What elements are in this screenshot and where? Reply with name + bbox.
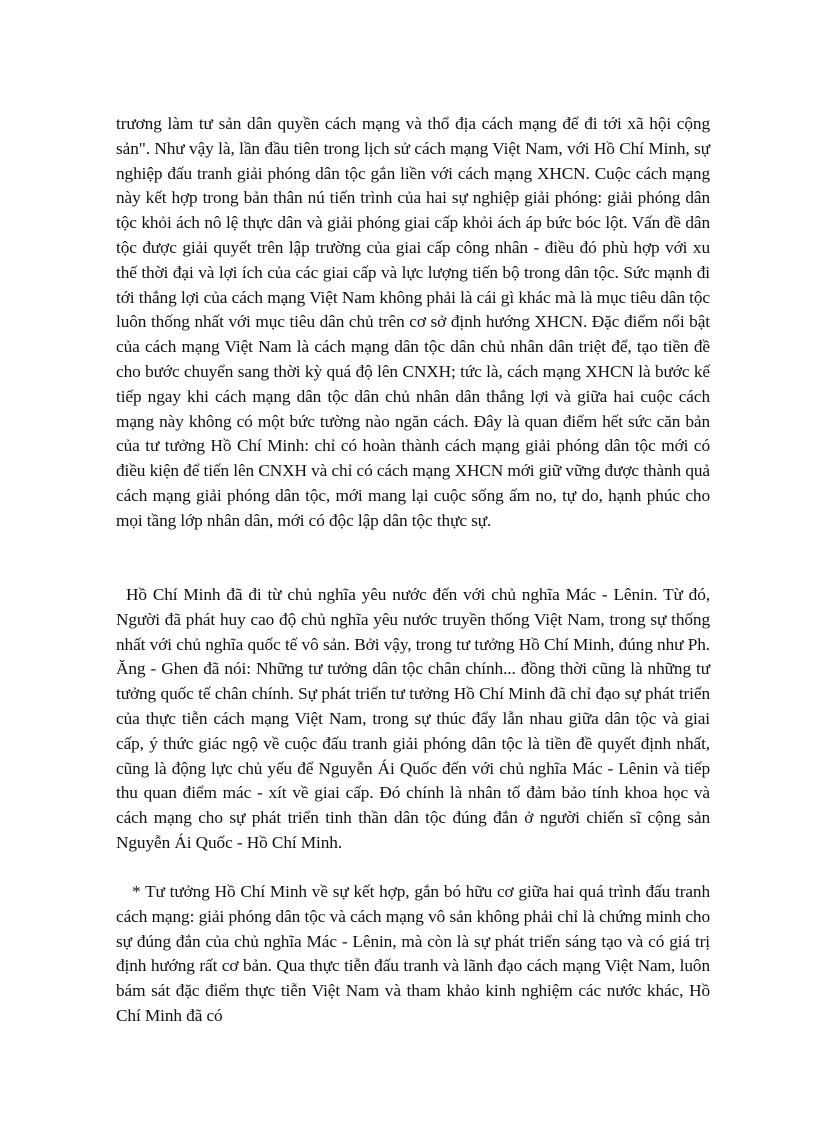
paragraph-3: * Tư tưởng Hồ Chí Minh về sự kết hợp, gắn bó hữu cơ giữa hai quá trình đấu tranh cách mạng: giải phóng dân tộc và cách mạng vô sản không phải chỉ là chứng minh cho sự đúng đắn của chủ nghĩa Mác - Lênin, mà còn là sự phát triển sáng tạo và có giá trị định hướng rất cơ bản. Qua thực tiễn đấu tranh và lãnh đạo cách mạng Việt Nam, luôn bám sát đặc điểm thực tiễn Việt Nam và tham khảo kinh nghiệm các nước khác, Hồ Chí Minh đã có [116,882,710,1025]
paragraph-1: trương làm tư sản dân quyền cách mạng và thổ địa cách mạng để đi tới xã hội cộng sản". Như vậy là, lần đầu tiên trong lịch sử cách mạng Việt Nam, với Hồ Chí Minh, sự nghiệp đấu tranh giải phóng dân tộc gắn liền với cách mạng XHCN. Cuộc cách mạng này kết hợp trong bản thân nú tiến trình của hai sự nghiệp giải phóng: giải phóng dân tộc khỏi ách nô lệ thực dân và giải phóng giai cấp khỏi ách áp bức bóc lột. Vấn đề dân tộc được giải quyết trên lập trường của giai cấp công nhân - điều đó phù hợp với xu thế thời đại và lợi ích của các giai cấp và lực lượng tiến bộ trong dân tộc. Sức mạnh đi tới thắng lợi của cách mạng Việt Nam không phải là cái gì khác mà là mục tiêu dân tộc luôn thống nhất với mục tiêu dân chủ trên cơ sở định hướng XHCN. Đặc điểm nổi bật của cách mạng Việt Nam là cách mạng dân tộc dân chủ nhân dân triệt để, tạo tiền đề cho bước chuyển sang thời kỳ quá độ lên CNXH; tức là, cách mạng XHCN là bước kế tiếp ngay khi cách mạng dân tộc dân chủ nhân dân thắng lợi và giữa hai cuộc cách mạng này không có một bức tường nào ngăn cách. Đây là quan điểm hết sức căn bản của tư tưởng Hồ Chí Minh: chỉ có hoàn thành cách mạng giải phóng dân tộc mới có điều kiện để tiến lên CNXH và chỉ có cách mạng XHCN mới giữ vững được thành quả cách mạng giải phóng dân tộc, mới mang lại cuộc sống ấm no, tự do, hạnh phúc cho mọi tầng lớp nhân dân, mới có độc lập dân tộc thực sự. [116,114,710,530]
paragraph-2: Hồ Chí Minh đã đi từ chủ nghĩa yêu nước đến với chủ nghĩa Mác - Lênin. Từ đó, Người đã phát huy cao độ chủ nghĩa yêu nước truyền thống Việt Nam, trong sự thống nhất với chủ nghĩa quốc tế vô sản. Bởi vậy, trong tư tưởng Hồ Chí Minh, đúng như Ph. Ăng - Ghen đã nói: Những tư tưởng dân tộc chân chính... đồng thời cũng là những tư tưởng quốc tế chân chính. Sự phát triển tư tưởng Hồ Chí Minh đã chỉ đạo sự phát triển của thực tiễn cách mạng Việt Nam, trong sự thúc đẩy lẫn nhau giữa dân tộc và giai cấp, ý thức giác ngộ về cuộc đấu tranh giải phóng dân tộc là tiền đề quyết định nhất, cũng là động lực chủ yếu để Nguyễn Ái Quốc đến với chủ nghĩa Mác - Lênin và tiếp thu quan điểm mác - xít về giai cấp. Đó chính là nhân tố đảm bảo tính khoa học và cách mạng cho sự phát triển tinh thần dân tộc đúng đắn ở người chiến sĩ cộng sản Nguyễn Ái Quốc - Hồ Chí Minh. [116,585,710,852]
